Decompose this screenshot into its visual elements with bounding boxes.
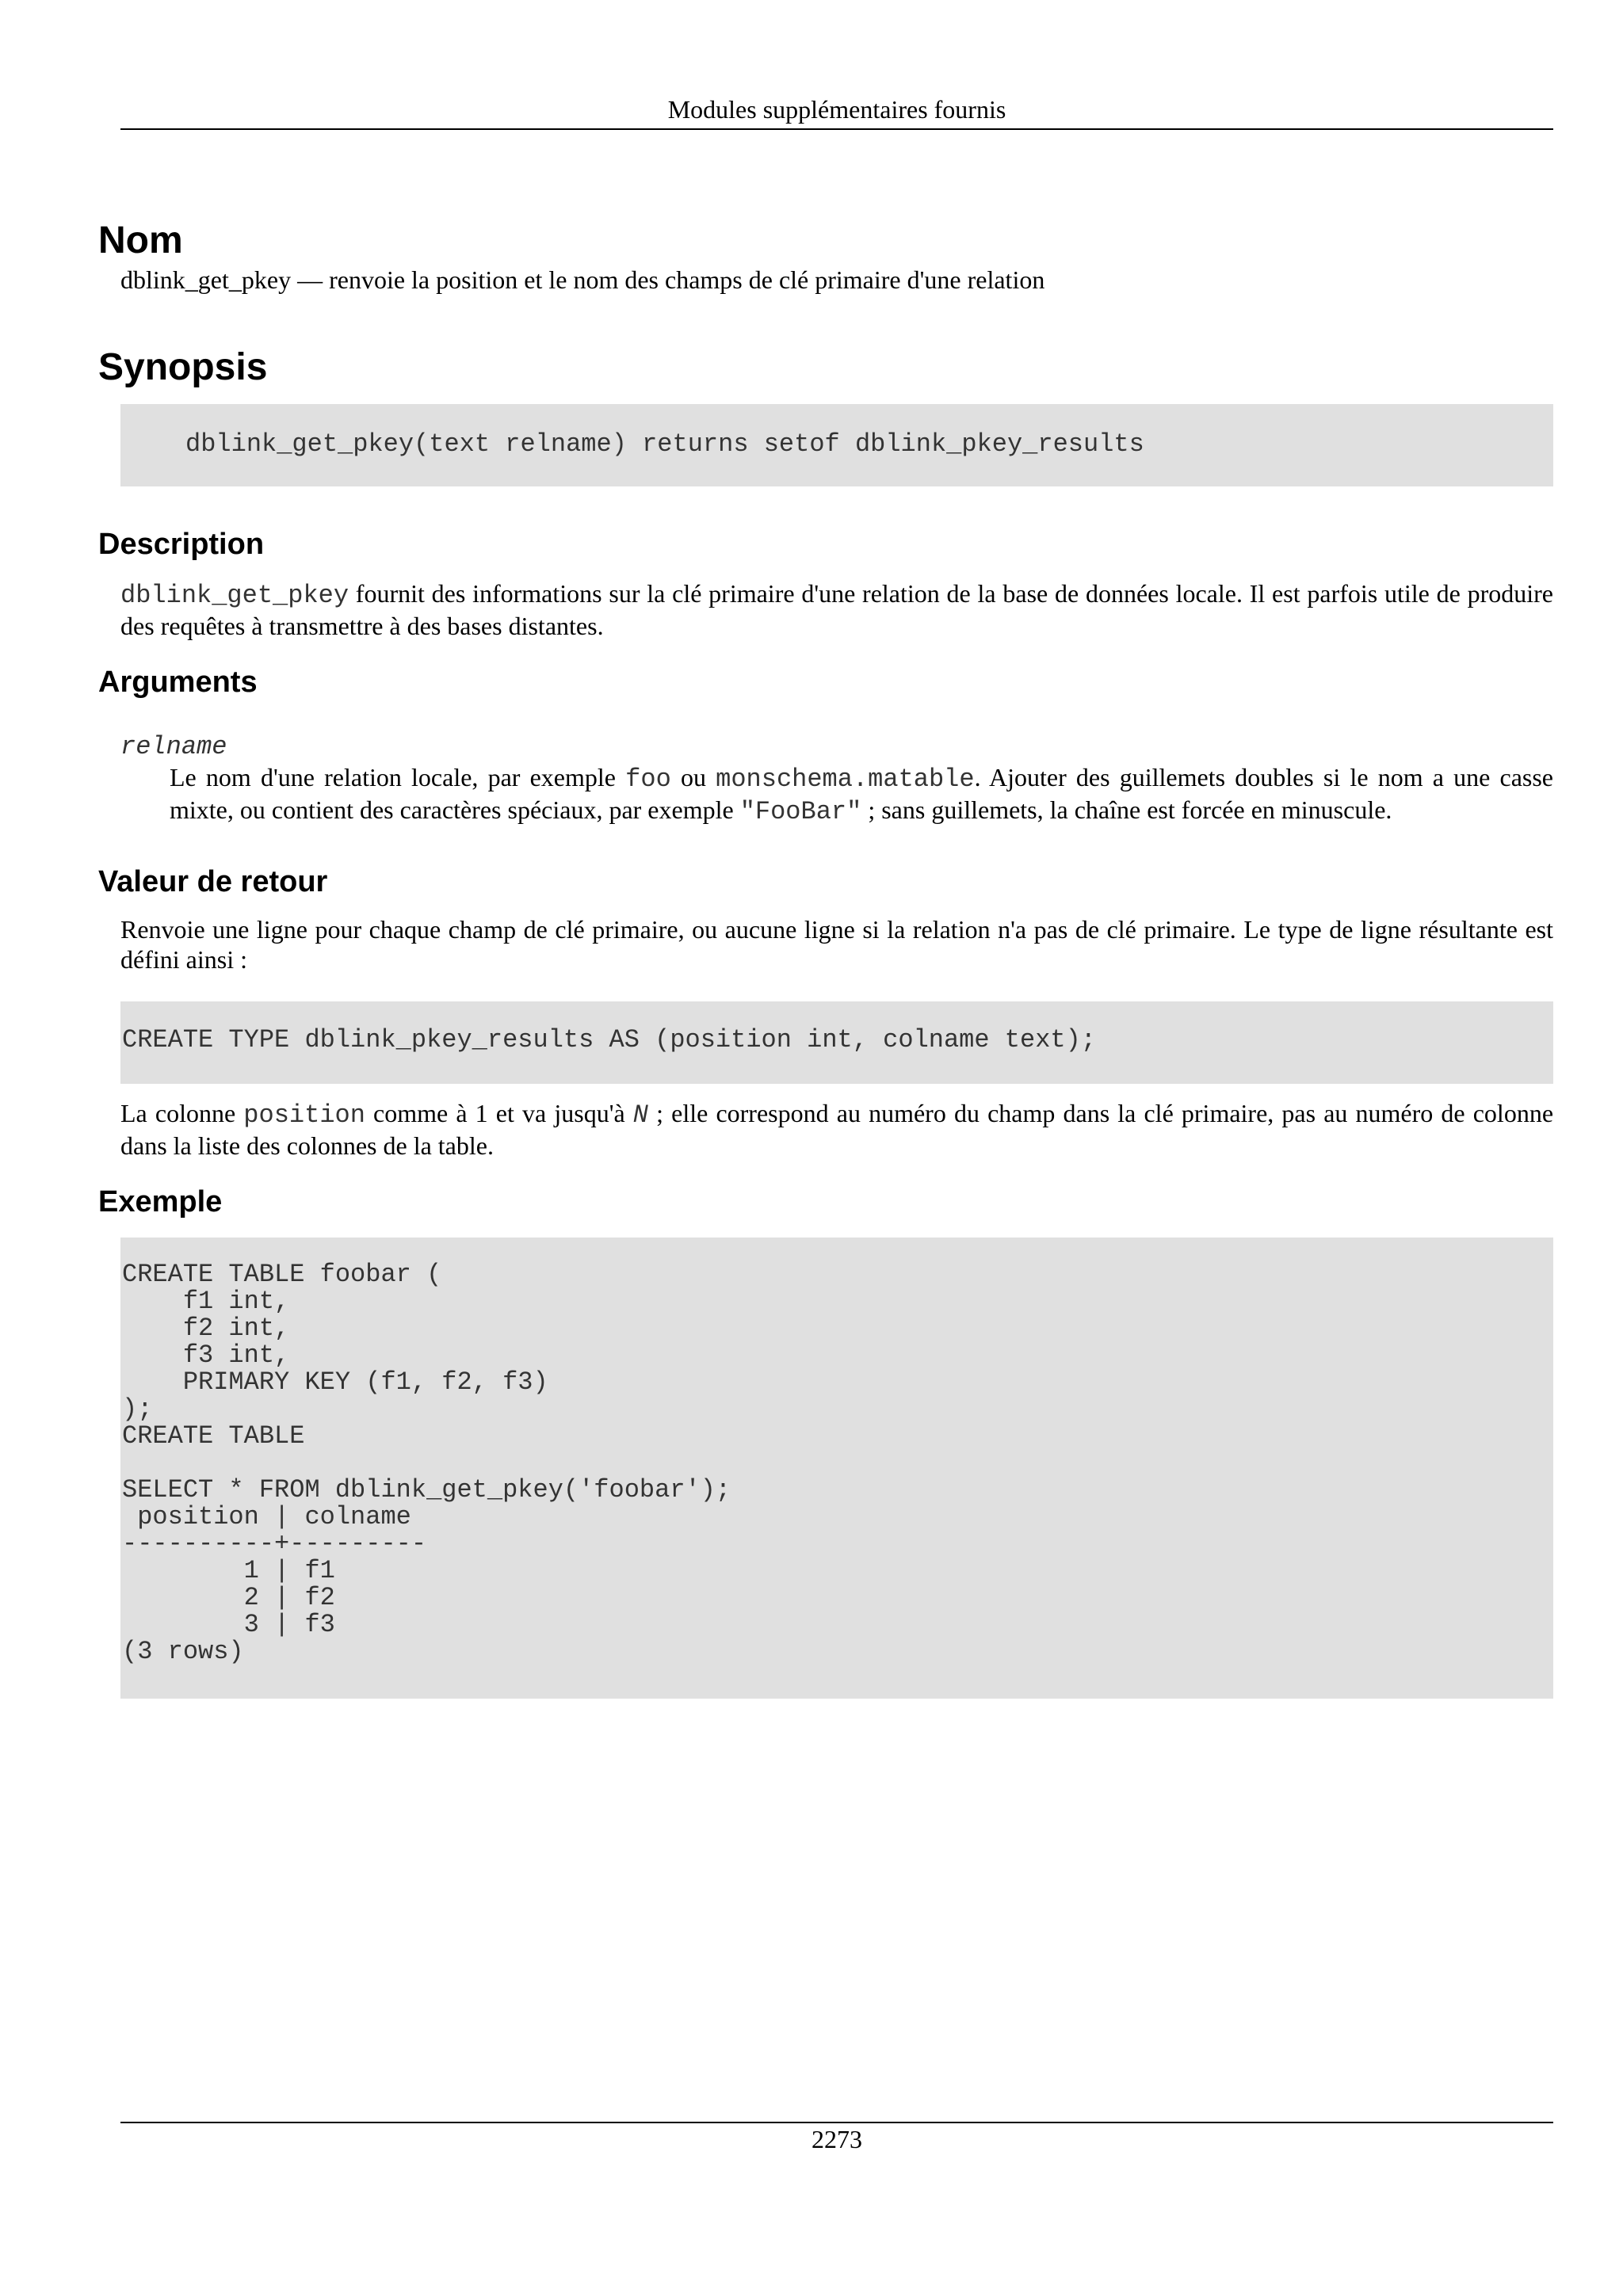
argument-text-1: Le nom d'une relation locale, par exemple — [170, 763, 626, 791]
arguments-heading: Arguments — [98, 666, 258, 699]
argument-text-4: ; sans guillemets, la chaîne est forcée en minuscule. — [861, 795, 1392, 824]
description-heading: Description — [98, 528, 265, 561]
retour-code-box — [120, 1001, 1553, 1084]
retour-paragraph-1: Renvoie une ligne pour chaque champ de clé primaire, ou aucune ligne si la relation n'a pas de clé primaire. Le type de ligne résultante est défini ainsi : — [120, 915, 1553, 974]
refpurpose: renvoie la position et le nom des champs de clé primaire d'une relation — [329, 265, 1045, 294]
retour-p2-var-n: N — [632, 1100, 648, 1130]
retour-p2-text-2: comme à 1 et va jusqu'à — [365, 1099, 633, 1127]
exemple-code-box — [120, 1238, 1553, 1699]
exemple-code: CREATE TABLE foobar ( f1 int, f2 int, f3 int, PRIMARY KEY (f1, f2, f3) ); CREATE TABLE SELECT * FROM dblink_get_pkey('foobar'); position | colname ----------+--------- 1 | f1 2 | f2 3 | f3 (3 rows) — [122, 1260, 731, 1666]
argument-code-matable: monschema.matable — [716, 765, 975, 794]
retour-paragraph-2 — [120, 1098, 1553, 1161]
retour-code: CREATE TYPE dblink_pkey_results AS (position int, colname text); — [122, 1025, 1096, 1055]
synopsis-heading: Synopsis — [98, 346, 268, 388]
retour-p2-text-1: La colonne — [120, 1099, 244, 1127]
retour-p2-text-3: ; elle correspond au numéro du champ dans la clé primaire, pas au numéro de colonne dans la liste des colonnes de la table. — [120, 1099, 1554, 1160]
description-text: fournit des informations sur la clé primaire d'une relation de la base de données locale. Il est parfois utile de produire des requêtes à transmettre à des bases distantes. — [120, 579, 1553, 640]
running-header: Modules supplémentaires fournis — [667, 95, 1006, 124]
retour-heading: Valeur de retour — [98, 865, 328, 898]
argument-text-2: ou — [670, 763, 716, 791]
argument-code-foobar: "FooBar" — [739, 797, 862, 826]
exemple-heading: Exemple — [98, 1185, 223, 1219]
argument-code-foo: foo — [625, 765, 671, 794]
refname-separator: — — [291, 265, 330, 294]
description-paragraph — [120, 578, 1553, 641]
nom-heading: Nom — [98, 219, 183, 261]
synopsis-code-box — [120, 404, 1553, 486]
header-rule — [120, 128, 1553, 130]
argument-description — [170, 762, 1553, 827]
nom-line — [120, 265, 1044, 295]
refname: dblink_get_pkey — [120, 265, 292, 294]
argument-term-relname: relname — [120, 732, 227, 761]
page-number: 2273 — [812, 2125, 862, 2153]
retour-p2-code-position: position — [243, 1100, 365, 1130]
argument-text-3: . Ajouter des guillemets doubles si le nom a une casse mixte, ou contient des caractères spéciaux, par exemple — [170, 763, 1554, 824]
synopsis-code: dblink_get_pkey(text relname) returns setof dblink_pkey_results — [185, 429, 1144, 459]
description-function-code: dblink_get_pkey — [120, 581, 349, 610]
